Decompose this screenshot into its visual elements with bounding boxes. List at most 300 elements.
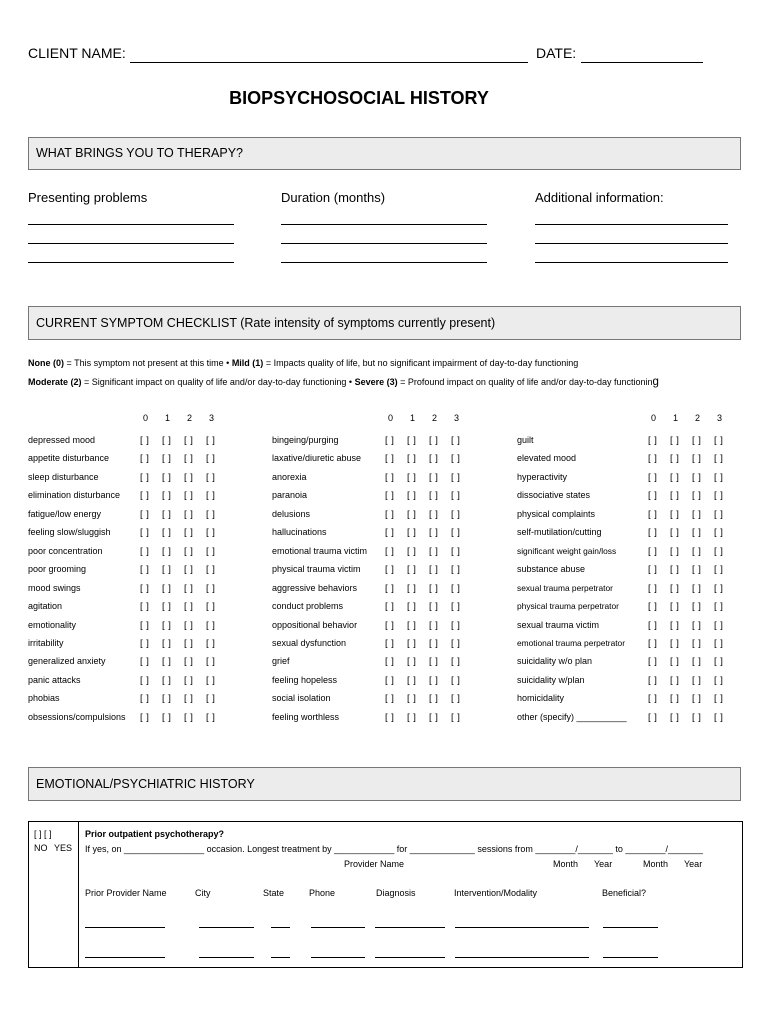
symptom-checkbox-3[interactable]: [ ] [714, 472, 724, 483]
symptom-checkbox-0[interactable]: [ ] [648, 601, 658, 612]
symptom-label: emotionality [28, 620, 77, 630]
symptom-checkbox-2[interactable]: [ ] [184, 583, 194, 594]
symptom-checkbox-3[interactable]: [ ] [714, 656, 724, 667]
symptom-label: oppositional behavior [272, 620, 358, 630]
prior-psychotherapy-question: Prior outpatient psychotherapy? [85, 829, 225, 839]
symptom-checkbox-0[interactable]: [ ] [648, 509, 658, 520]
symptom-checkbox-2[interactable]: [ ] [429, 693, 439, 704]
symptom-label: anorexia [272, 472, 307, 482]
symptom-checkbox-3[interactable]: [ ] [451, 638, 461, 649]
symptom-label: laxative/diuretic abuse [272, 453, 362, 463]
symptom-checkbox-3[interactable]: [ ] [206, 564, 216, 575]
scale-header-col2-0: 0 [388, 413, 394, 423]
symptom-label: physical trauma perpetrator [517, 601, 619, 611]
symptom-label: sleep disturbance [28, 472, 99, 482]
symptom-checkbox-2[interactable]: [ ] [429, 472, 439, 483]
symptom-checkbox-1[interactable]: [ ] [162, 490, 172, 501]
symptom-checkbox-3[interactable]: [ ] [206, 435, 216, 446]
client-name-label: CLIENT NAME: [28, 45, 126, 61]
section-header-emotional: EMOTIONAL/PSYCHIATRIC HISTORY [28, 767, 741, 801]
symptom-checkbox-1[interactable]: [ ] [162, 564, 172, 575]
section-header-symptoms: CURRENT SYMPTOM CHECKLIST (Rate intensity of symptoms currently present) [28, 306, 741, 340]
symptom-checkbox-2[interactable]: [ ] [429, 546, 439, 557]
provider-entry-line-r2-c3[interactable] [271, 957, 290, 958]
symptom-checkbox-3[interactable]: [ ] [451, 693, 461, 704]
symptom-label: phobias [28, 693, 60, 703]
symptom-checkbox-2[interactable]: [ ] [429, 656, 439, 667]
legend-mild-term: Mild (1) [231, 358, 264, 368]
symptom-checkbox-1[interactable]: [ ] [407, 656, 417, 667]
symptom-checkbox-3[interactable]: [ ] [714, 509, 724, 520]
additional-info-line-3[interactable] [535, 262, 728, 263]
symptom-checkbox-3[interactable]: [ ] [451, 583, 461, 594]
scale-header-col1-2: 2 [187, 413, 193, 423]
symptom-checkbox-1[interactable]: [ ] [670, 620, 680, 631]
symptom-checkbox-2[interactable]: [ ] [184, 638, 194, 649]
symptom-checkbox-1[interactable]: [ ] [670, 435, 680, 446]
symptom-checkbox-0[interactable]: [ ] [140, 675, 150, 686]
symptom-label: significant weight gain/loss [517, 546, 617, 556]
symptom-checkbox-3[interactable]: [ ] [206, 546, 216, 557]
symptom-checkbox-1[interactable]: [ ] [670, 638, 680, 649]
provider-entry-line-r2-c7[interactable] [603, 957, 658, 958]
symptom-checkbox-1[interactable]: [ ] [407, 638, 417, 649]
symptom-checkbox-0[interactable]: [ ] [648, 527, 658, 538]
symptom-label: aggressive behaviors [272, 583, 358, 593]
symptom-checkbox-3[interactable]: [ ] [714, 490, 724, 501]
symptom-checkbox-3[interactable]: [ ] [714, 435, 724, 446]
symptom-label: other (specify) __________ [517, 712, 627, 722]
symptom-label: substance abuse [517, 564, 586, 574]
symptom-checkbox-0[interactable]: [ ] [385, 453, 395, 464]
col-header-city: City [195, 888, 211, 898]
symptom-label: delusions [272, 509, 311, 519]
presenting-problem-line-2[interactable] [28, 243, 234, 244]
provider-entry-line-r1-c4[interactable] [311, 927, 365, 928]
symptom-checkbox-0[interactable]: [ ] [385, 656, 395, 667]
symptom-checkbox-0[interactable]: [ ] [385, 712, 395, 723]
symptom-checkbox-0[interactable]: [ ] [140, 656, 150, 667]
symptom-checkbox-3[interactable]: [ ] [206, 675, 216, 686]
duration-line-1[interactable] [281, 224, 487, 225]
additional-info-line-2[interactable] [535, 243, 728, 244]
date-field[interactable] [581, 62, 703, 63]
symptom-checkbox-2[interactable]: [ ] [184, 509, 194, 520]
symptom-checkbox-1[interactable]: [ ] [670, 509, 680, 520]
symptom-checkbox-0[interactable]: [ ] [648, 712, 658, 723]
legend-moderate-term: Moderate (2) [28, 377, 82, 387]
symptom-label: emotional trauma victim [272, 546, 368, 556]
symptom-checkbox-1[interactable]: [ ] [162, 527, 172, 538]
provider-entry-line-r1-c1[interactable] [85, 927, 165, 928]
additional-info-line-1[interactable] [535, 224, 728, 225]
col-header-intervention: Intervention/Modality [454, 888, 538, 898]
legend-severe-term: Severe (3) [354, 377, 398, 387]
symptom-checkbox-0[interactable]: [ ] [140, 601, 150, 612]
symptom-checkbox-0[interactable]: [ ] [648, 583, 658, 594]
symptom-checkbox-1[interactable]: [ ] [407, 546, 417, 557]
symptom-checkbox-0[interactable]: [ ] [385, 620, 395, 631]
symptom-checkbox-2[interactable]: [ ] [184, 656, 194, 667]
symptom-checkbox-2[interactable]: [ ] [692, 620, 702, 631]
symptom-checkbox-3[interactable]: [ ] [451, 620, 461, 631]
scale-header-col3-2: 2 [695, 413, 701, 423]
symptom-checkbox-3[interactable]: [ ] [206, 638, 216, 649]
symptom-checkbox-1[interactable]: [ ] [670, 601, 680, 612]
symptom-checkbox-3[interactable]: [ ] [206, 712, 216, 723]
symptom-checkbox-1[interactable]: [ ] [407, 675, 417, 686]
symptom-checkbox-1[interactable]: [ ] [162, 620, 172, 631]
symptom-checkbox-1[interactable]: [ ] [407, 564, 417, 575]
symptom-label: homicidality [517, 693, 565, 703]
symptom-checkbox-1[interactable]: [ ] [162, 712, 172, 723]
col-header-beneficial: Beneficial? [602, 888, 647, 898]
symptom-checkbox-1[interactable]: [ ] [670, 693, 680, 704]
symptom-checkbox-3[interactable]: [ ] [206, 620, 216, 631]
symptom-checkbox-1[interactable]: [ ] [407, 620, 417, 631]
symptom-label: poor concentration [28, 546, 103, 556]
symptom-checkbox-3[interactable]: [ ] [451, 435, 461, 446]
symptom-label: sexual trauma victim [517, 620, 600, 630]
symptom-checkbox-0[interactable]: [ ] [648, 620, 658, 631]
symptom-label: bingeing/purging [272, 435, 339, 445]
symptom-checkbox-0[interactable]: [ ] [140, 435, 150, 446]
symptom-checkbox-3[interactable]: [ ] [714, 583, 724, 594]
symptom-checkbox-0[interactable]: [ ] [140, 638, 150, 649]
symptom-checkbox-2[interactable]: [ ] [692, 601, 702, 612]
scale-header-col3-1: 1 [673, 413, 679, 423]
symptom-checkbox-0[interactable]: [ ] [140, 453, 150, 464]
symptom-checkbox-2[interactable]: [ ] [692, 435, 702, 446]
symptom-checkbox-3[interactable]: [ ] [451, 601, 461, 612]
symptom-checkbox-2[interactable]: [ ] [429, 675, 439, 686]
symptom-checkbox-1[interactable]: [ ] [407, 583, 417, 594]
symptom-checkbox-3[interactable]: [ ] [451, 712, 461, 723]
symptom-checkbox-1[interactable]: [ ] [407, 453, 417, 464]
symptom-checkbox-2[interactable]: [ ] [692, 638, 702, 649]
symptom-label: physical trauma victim [272, 564, 361, 574]
symptom-checkbox-2[interactable]: [ ] [692, 693, 702, 704]
symptom-checkbox-2[interactable]: [ ] [692, 675, 702, 686]
symptom-label: suicidality w/plan [517, 675, 585, 685]
scale-header-col1-3: 3 [209, 413, 215, 423]
symptom-checkbox-1[interactable]: [ ] [670, 472, 680, 483]
symptom-checkbox-2[interactable]: [ ] [184, 527, 194, 538]
symptom-checkbox-2[interactable]: [ ] [429, 490, 439, 501]
presenting-problems-label: Presenting problems [28, 190, 148, 205]
symptom-checkbox-1[interactable]: [ ] [162, 472, 172, 483]
symptom-checkbox-2[interactable]: [ ] [184, 435, 194, 446]
symptom-checkbox-3[interactable]: [ ] [206, 656, 216, 667]
symptom-checkbox-0[interactable]: [ ] [385, 693, 395, 704]
symptom-checkbox-1[interactable]: [ ] [670, 490, 680, 501]
symptom-checkbox-3[interactable]: [ ] [206, 472, 216, 483]
symptom-checkbox-1[interactable]: [ ] [407, 527, 417, 538]
symptom-checkbox-0[interactable]: [ ] [648, 638, 658, 649]
symptom-checkbox-3[interactable]: [ ] [451, 490, 461, 501]
scale-header-col2-3: 3 [454, 413, 460, 423]
provider-entry-line-r1-c5[interactable] [375, 927, 445, 928]
symptom-checkbox-2[interactable]: [ ] [692, 472, 702, 483]
symptom-checkbox-3[interactable]: [ ] [206, 693, 216, 704]
symptom-checkbox-1[interactable]: [ ] [162, 656, 172, 667]
scale-header-col2-2: 2 [432, 413, 438, 423]
from-year-caption: Year [594, 859, 613, 869]
symptom-label: dissociative states [517, 490, 591, 500]
symptom-label: sexual dysfunction [272, 638, 347, 648]
provider-entry-line-r1-c6[interactable] [455, 927, 589, 928]
symptom-checkbox-0[interactable]: [ ] [140, 490, 150, 501]
symptom-checkbox-0[interactable]: [ ] [385, 675, 395, 686]
symptom-checkbox-1[interactable]: [ ] [162, 583, 172, 594]
symptom-checkbox-0[interactable]: [ ] [140, 546, 150, 557]
symptom-checkbox-1[interactable]: [ ] [162, 453, 172, 464]
symptom-checkbox-0[interactable]: [ ] [140, 472, 150, 483]
symptom-label: obsessions/compulsions [28, 712, 126, 722]
symptom-checkbox-3[interactable]: [ ] [206, 601, 216, 612]
symptom-label: hallucinations [272, 527, 327, 537]
legend-line-2 [28, 376, 659, 388]
symptom-checkbox-2[interactable]: [ ] [692, 656, 702, 667]
psychotherapy-details-line[interactable]: If yes, on ________________ occasion. Longest treatment by ____________ for _____________ sessions from ________/_______ to ________/_______ [85, 844, 704, 854]
symptom-checkbox-2[interactable]: [ ] [184, 693, 194, 704]
symptom-checkbox-0[interactable]: [ ] [385, 527, 395, 538]
symptom-checkbox-2[interactable]: [ ] [429, 453, 439, 464]
symptom-label: self-mutilation/cutting [517, 527, 602, 537]
symptom-checkbox-2[interactable]: [ ] [692, 564, 702, 575]
symptom-checkbox-2[interactable]: [ ] [184, 712, 194, 723]
symptom-checkbox-0[interactable]: [ ] [385, 583, 395, 594]
provider-entry-line-r1-c2[interactable] [199, 927, 254, 928]
symptom-checkbox-1[interactable]: [ ] [407, 435, 417, 446]
symptom-checkbox-3[interactable]: [ ] [714, 675, 724, 686]
symptom-checkbox-1[interactable]: [ ] [162, 601, 172, 612]
symptom-checkbox-0[interactable]: [ ] [385, 435, 395, 446]
symptom-checkbox-0[interactable]: [ ] [140, 693, 150, 704]
legend-none-desc: = This symptom not present at this time • [64, 358, 232, 368]
symptom-checkbox-0[interactable]: [ ] [140, 712, 150, 723]
symptom-checkbox-0[interactable]: [ ] [648, 546, 658, 557]
symptom-checkbox-1[interactable]: [ ] [670, 564, 680, 575]
provider-entry-line-r2-c2[interactable] [199, 957, 254, 958]
symptom-checkbox-2[interactable]: [ ] [184, 620, 194, 631]
box-divider [78, 822, 79, 967]
symptom-checkbox-0[interactable]: [ ] [385, 638, 395, 649]
symptom-checkbox-1[interactable]: [ ] [162, 546, 172, 557]
symptom-label: conduct problems [272, 601, 344, 611]
symptom-checkbox-3[interactable]: [ ] [714, 712, 724, 723]
provider-entry-line-r2-c4[interactable] [311, 957, 365, 958]
symptom-checkbox-3[interactable]: [ ] [451, 509, 461, 520]
symptom-checkbox-0[interactable]: [ ] [140, 527, 150, 538]
symptom-label: grief [272, 656, 290, 666]
symptom-checkbox-0[interactable]: [ ] [385, 490, 395, 501]
symptom-checkbox-3[interactable]: [ ] [451, 472, 461, 483]
symptom-checkbox-0[interactable]: [ ] [140, 564, 150, 575]
symptom-checkbox-2[interactable]: [ ] [429, 583, 439, 594]
symptom-checkbox-3[interactable]: [ ] [714, 693, 724, 704]
provider-entry-line-r2-c1[interactable] [85, 957, 165, 958]
symptom-checkbox-2[interactable]: [ ] [692, 527, 702, 538]
symptom-checkbox-0[interactable]: [ ] [140, 583, 150, 594]
symptom-checkbox-3[interactable]: [ ] [451, 527, 461, 538]
symptom-checkbox-0[interactable]: [ ] [385, 601, 395, 612]
symptom-label: guilt [517, 435, 534, 445]
presenting-problem-line-1[interactable] [28, 224, 234, 225]
legend-none-term: None (0) [28, 358, 64, 368]
symptom-checkbox-1[interactable]: [ ] [670, 583, 680, 594]
symptom-checkbox-1[interactable]: [ ] [670, 453, 680, 464]
symptom-label: feeling slow/sluggish [28, 527, 111, 537]
col-header-phone: Phone [309, 888, 336, 898]
provider-name-caption: Provider Name [344, 859, 405, 869]
legend-severe-desc: = Profound impact on quality of life and/or day-to-day functionin [397, 377, 653, 387]
presenting-problem-line-3[interactable] [28, 262, 234, 263]
symptom-checkbox-3[interactable]: [ ] [206, 583, 216, 594]
from-month-caption: Month [553, 859, 579, 869]
symptom-checkbox-0[interactable]: [ ] [648, 656, 658, 667]
provider-entry-line-r1-c3[interactable] [271, 927, 290, 928]
symptom-checkbox-3[interactable]: [ ] [451, 675, 461, 686]
no-label: NO [34, 843, 48, 853]
symptom-checkbox-2[interactable]: [ ] [184, 601, 194, 612]
symptom-checkbox-3[interactable]: [ ] [206, 453, 216, 464]
symptom-checkbox-0[interactable]: [ ] [648, 472, 658, 483]
additional-info-label: Additional information: [535, 190, 664, 205]
symptom-checkbox-1[interactable]: [ ] [670, 656, 680, 667]
symptom-checkbox-2[interactable]: [ ] [429, 638, 439, 649]
symptom-checkbox-3[interactable]: [ ] [206, 527, 216, 538]
symptom-checkbox-1[interactable]: [ ] [162, 509, 172, 520]
symptom-checkbox-0[interactable]: [ ] [140, 509, 150, 520]
symptom-checkbox-3[interactable]: [ ] [714, 620, 724, 631]
symptom-checkbox-0[interactable]: [ ] [385, 472, 395, 483]
symptom-label: mood swings [28, 583, 81, 593]
symptom-checkbox-2[interactable]: [ ] [692, 712, 702, 723]
symptom-label: irritability [28, 638, 64, 648]
symptom-label: elimination disturbance [28, 490, 121, 500]
legend-moderate-desc: = Significant impact on quality of life and/or day-to-day functioning • [81, 377, 355, 387]
symptom-checkbox-0[interactable]: [ ] [385, 564, 395, 575]
symptom-checkbox-0[interactable]: [ ] [648, 435, 658, 446]
symptom-checkbox-2[interactable]: [ ] [692, 583, 702, 594]
col-header-state: State [263, 888, 285, 898]
symptom-checkbox-1[interactable]: [ ] [162, 638, 172, 649]
symptom-checkbox-3[interactable]: [ ] [714, 564, 724, 575]
provider-entry-line-r1-c7[interactable] [603, 927, 658, 928]
symptom-label: suicidality w/o plan [517, 656, 593, 666]
symptom-label: hyperactivity [517, 472, 568, 482]
symptom-checkbox-1[interactable]: [ ] [407, 693, 417, 704]
symptom-checkbox-1[interactable]: [ ] [407, 601, 417, 612]
section-header-therapy: WHAT BRINGS YOU TO THERAPY? [28, 137, 741, 170]
symptom-checkbox-0[interactable]: [ ] [648, 564, 658, 575]
symptom-checkbox-3[interactable]: [ ] [714, 527, 724, 538]
symptom-label: emotional trauma perpetrator [517, 638, 625, 648]
symptom-checkbox-1[interactable]: [ ] [670, 675, 680, 686]
symptom-label: elevated mood [517, 453, 577, 463]
symptom-checkbox-2[interactable]: [ ] [184, 546, 194, 557]
symptom-checkbox-3[interactable]: [ ] [206, 490, 216, 501]
symptom-checkbox-2[interactable]: [ ] [429, 620, 439, 631]
yes-label: YES [54, 843, 73, 853]
symptom-checkbox-1[interactable]: [ ] [407, 712, 417, 723]
symptom-label: physical complaints [517, 509, 596, 519]
symptom-label: feeling hopeless [272, 675, 338, 685]
symptom-checkbox-2[interactable]: [ ] [692, 509, 702, 520]
symptom-checkbox-2[interactable]: [ ] [429, 527, 439, 538]
symptom-checkbox-1[interactable]: [ ] [162, 675, 172, 686]
symptom-checkbox-2[interactable]: [ ] [184, 564, 194, 575]
symptom-checkbox-2[interactable]: [ ] [184, 675, 194, 686]
col-header-diagnosis: Diagnosis [376, 888, 416, 898]
symptom-label: agitation [28, 601, 63, 611]
symptom-checkbox-3[interactable]: [ ] [206, 509, 216, 520]
client-name-field[interactable] [130, 62, 528, 63]
symptom-checkbox-2[interactable]: [ ] [429, 601, 439, 612]
symptom-checkbox-2[interactable]: [ ] [692, 490, 702, 501]
symptom-checkbox-2[interactable]: [ ] [184, 490, 194, 501]
symptom-label: feeling worthless [272, 712, 340, 722]
provider-entry-line-r2-c5[interactable] [375, 957, 445, 958]
symptom-checkbox-3[interactable]: [ ] [451, 453, 461, 464]
symptom-checkbox-2[interactable]: [ ] [184, 472, 194, 483]
symptom-checkbox-0[interactable]: [ ] [385, 509, 395, 520]
symptom-checkbox-0[interactable]: [ ] [648, 675, 658, 686]
symptom-checkbox-3[interactable]: [ ] [451, 564, 461, 575]
duration-line-3[interactable] [281, 262, 487, 263]
symptom-checkbox-1[interactable]: [ ] [162, 435, 172, 446]
symptom-checkbox-3[interactable]: [ ] [451, 546, 461, 557]
legend-mild-desc: = Impacts quality of life, but no significant impairment of day-to-day functioning [263, 358, 579, 368]
symptom-checkbox-3[interactable]: [ ] [714, 601, 724, 612]
symptom-label: fatigue/low energy [28, 509, 102, 519]
symptom-checkbox-2[interactable]: [ ] [429, 712, 439, 723]
symptom-checkbox-2[interactable]: [ ] [184, 453, 194, 464]
symptom-checkbox-2[interactable]: [ ] [429, 564, 439, 575]
duration-line-2[interactable] [281, 243, 487, 244]
symptom-checkbox-1[interactable]: [ ] [407, 509, 417, 520]
provider-entry-line-r2-c6[interactable] [455, 957, 589, 958]
symptom-checkbox-3[interactable]: [ ] [714, 638, 724, 649]
symptom-checkbox-1[interactable]: [ ] [670, 712, 680, 723]
symptom-checkbox-3[interactable]: [ ] [451, 656, 461, 667]
symptom-checkbox-3[interactable]: [ ] [714, 546, 724, 557]
symptom-label: depressed mood [28, 435, 96, 445]
symptom-checkbox-2[interactable]: [ ] [429, 509, 439, 520]
symptom-checkbox-1[interactable]: [ ] [670, 546, 680, 557]
symptom-checkbox-2[interactable]: [ ] [692, 453, 702, 464]
symptom-checkbox-2[interactable]: [ ] [429, 435, 439, 446]
symptom-checkbox-1[interactable]: [ ] [162, 693, 172, 704]
symptom-checkbox-0[interactable]: [ ] [385, 546, 395, 557]
scale-header-col1-1: 1 [165, 413, 171, 423]
symptom-checkbox-3[interactable]: [ ] [714, 453, 724, 464]
symptom-label: panic attacks [28, 675, 81, 685]
symptom-checkbox-1[interactable]: [ ] [407, 490, 417, 501]
symptom-checkbox-0[interactable]: [ ] [648, 490, 658, 501]
symptom-label: social isolation [272, 693, 331, 703]
symptom-checkbox-1[interactable]: [ ] [670, 527, 680, 538]
symptom-checkbox-0[interactable]: [ ] [648, 453, 658, 464]
symptom-checkbox-1[interactable]: [ ] [407, 472, 417, 483]
symptom-checkbox-2[interactable]: [ ] [692, 546, 702, 557]
no-yes-checkboxes[interactable]: [ ] [ ] [34, 829, 52, 839]
symptom-checkbox-0[interactable]: [ ] [648, 693, 658, 704]
symptom-checkbox-0[interactable]: [ ] [140, 620, 150, 631]
legend-severe-end: g [652, 376, 659, 388]
duration-label: Duration (months) [281, 190, 386, 205]
